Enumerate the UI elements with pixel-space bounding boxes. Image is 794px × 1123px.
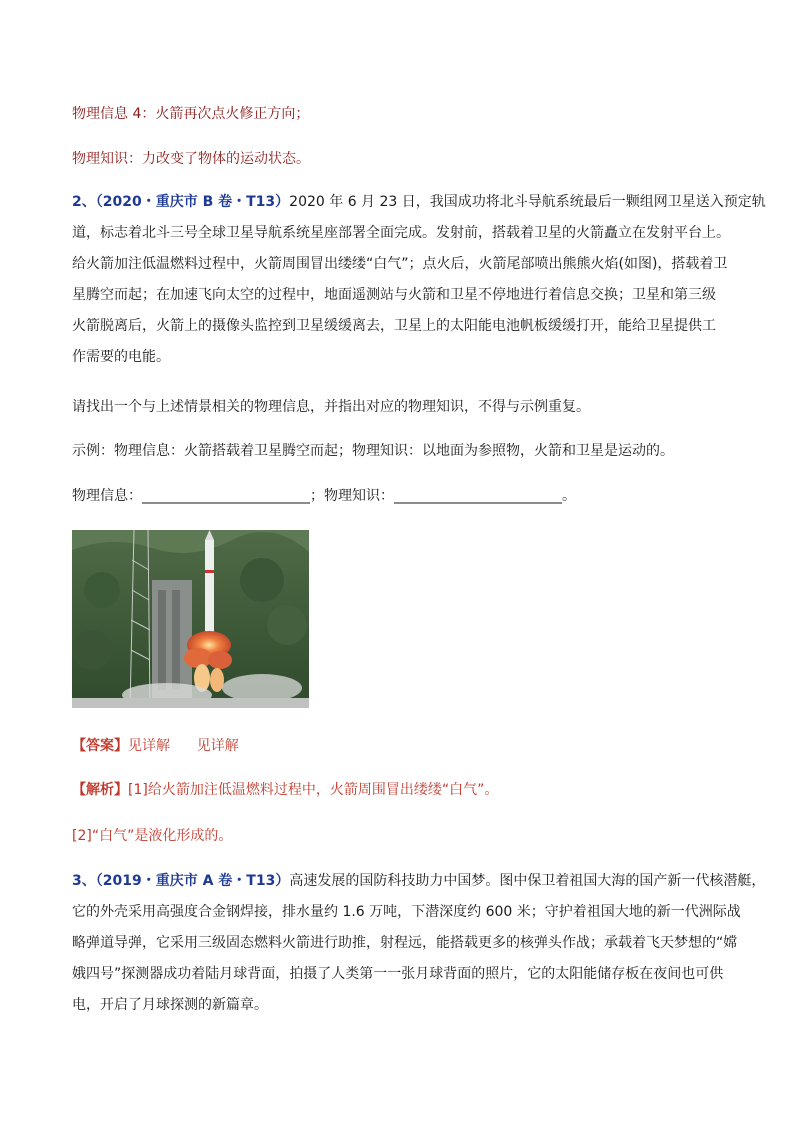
physics-knowledge: 物理知识：力改变了物体的运动状态。 bbox=[72, 151, 310, 167]
stem-line: 2020 年 6 月 23 日，我国成功将北斗导航系统最后一颗组网卫星送入预定轨 bbox=[289, 194, 766, 210]
stem-line: 略弹道导弹，它采用三级固态燃料火箭进行助推，射程远，能搭载更多的核弹头作战；承载着飞天梦想的“嫦 bbox=[72, 935, 738, 951]
stem-line: 它的外壳采用高强度合金钢焊接，排水量约 1.6 万吨，下潜深度约 600 米；守护着祖国大地的新一代洲际战 bbox=[72, 904, 741, 920]
analysis-text-2: [2]“白气”是液化形成的。 bbox=[72, 828, 233, 844]
question-number: 2、 bbox=[72, 194, 96, 210]
stem-line: 火箭脱离后，火箭上的摄像头监控到卫星缓缓离去，卫星上的太阳能电池帆板缓缓打开，能给卫星提供工 bbox=[72, 318, 716, 334]
rocket-launch-photo bbox=[72, 530, 309, 708]
fill-in-blank: 物理信息：________________________；物理知识：________________________。 bbox=[72, 488, 576, 504]
answer-tag: 【答案】 bbox=[72, 738, 128, 754]
stem-line: 道，标志着北斗三号全球卫星导航系统星座部署全面完成。发射前，搭载着卫星的火箭矗立在发射平台上。 bbox=[72, 225, 730, 241]
stem-line: 星腾空而起；在加速飞向太空的过程中，地面遥测站与火箭和卫星不停地进行着信息交换；卫星和第三级 bbox=[72, 287, 716, 303]
stem-line: 高速发展的国防科技助力中国梦。图中保卫着祖国大海的国产新一代核潜艇， bbox=[289, 873, 766, 889]
question-number: 3、 bbox=[72, 873, 96, 889]
question-2-first-line bbox=[72, 187, 766, 218]
example-line: 示例：物理信息：火箭搭载着卫星腾空而起；物理知识：以地面为参照物，火箭和卫星是运动的。 bbox=[72, 443, 674, 459]
stem-line: 娥四号”探测器成功着陆月球背面，拍摄了人类第一一张月球背面的照片，它的太阳能储存板在夜间也可供 bbox=[72, 966, 724, 982]
question-3-stem bbox=[72, 866, 766, 1021]
stem-line: 给火箭加注低温燃料过程中，火箭周围冒出缕缕“白气”；点火后，火箭尾部喷出熊熊火焰(如图)，搭载着卫 bbox=[72, 256, 728, 272]
question-2-stem bbox=[72, 187, 766, 373]
question-3-first-line bbox=[72, 866, 766, 897]
physics-info-4: 物理信息 4：火箭再次点火修正方向； bbox=[72, 106, 310, 122]
question-source: （2020・重庆市 B 卷・T13） bbox=[95, 194, 290, 210]
rocket-launch-icon bbox=[72, 530, 309, 708]
stem-line: 电，开启了月球探测的新篇章。 bbox=[72, 997, 268, 1013]
analysis-line bbox=[72, 780, 732, 800]
stem-line: 作需要的电能。 bbox=[72, 349, 170, 365]
answer-text: 见详解 见详解 bbox=[128, 738, 239, 754]
analysis-tag: 【解析】 bbox=[72, 782, 128, 798]
analysis-text-1: [1]给火箭加注低温燃料过程中，火箭周围冒出缕缕“白气”。 bbox=[128, 782, 499, 798]
question-prompt: 请找出一个与上述情景相关的物理信息，并指出对应的物理知识，不得与示例重复。 bbox=[72, 399, 590, 415]
question-source: （2019・重庆市 A 卷・T13） bbox=[95, 873, 290, 889]
answer-line bbox=[72, 736, 732, 756]
